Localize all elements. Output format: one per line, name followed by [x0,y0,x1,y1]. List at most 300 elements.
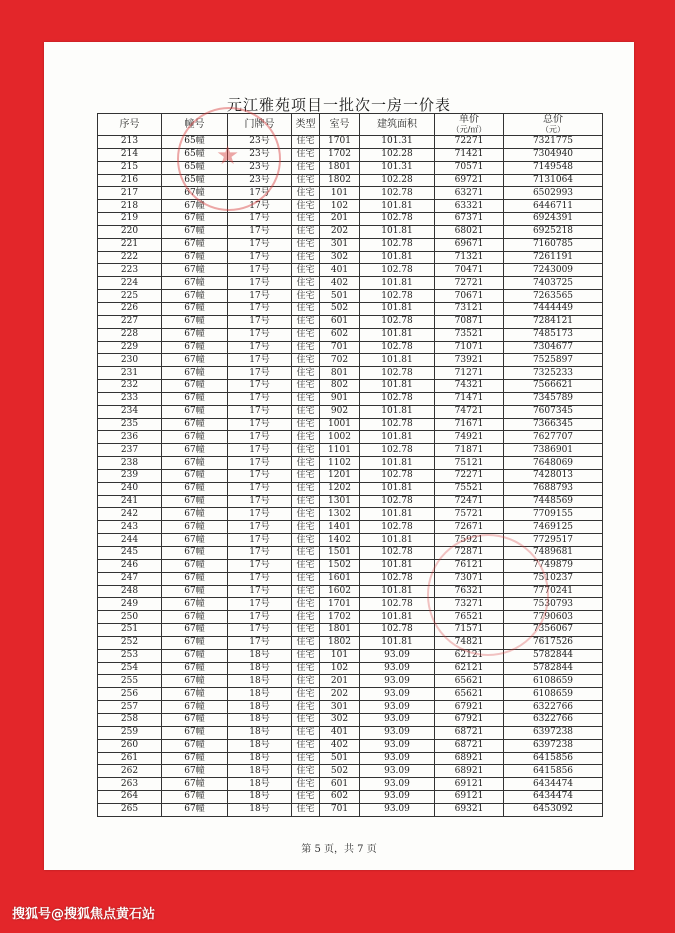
table-row [98,534,603,547]
cell-serial: 225 [98,290,162,303]
cell-door-number: 17号 [228,405,292,418]
cell-type: 住宅 [292,367,320,380]
cell-total-price: 7485173 [504,328,603,341]
cell-type: 住宅 [292,290,320,303]
cell-unit-price: 62121 [435,662,504,675]
table-row [98,225,603,238]
cell-building: 67幢 [162,418,228,431]
cell-area: 102.78 [360,495,435,508]
cell-building: 67幢 [162,547,228,560]
cell-type: 住宅 [292,534,320,547]
cell-door-number: 17号 [228,521,292,534]
cell-type: 住宅 [292,225,320,238]
cell-building: 67幢 [162,534,228,547]
document-title: 元江雅苑项目一批次一房一价表 [226,96,451,114]
cell-serial: 233 [98,392,162,405]
cell-total-price: 7261191 [504,251,603,264]
cell-room: 502 [320,765,360,778]
cell-unit-price: 71471 [435,392,504,405]
cell-door-number: 18号 [228,688,292,701]
cell-unit-price: 70871 [435,315,504,328]
cell-total-price: 6925218 [504,225,603,238]
cell-unit-price: 67921 [435,713,504,726]
page-number: 第 5 页，共 7 页 [301,844,377,855]
cell-total-price: 6453092 [504,803,603,816]
cell-area: 101.81 [360,277,435,290]
cell-door-number: 17号 [228,585,292,598]
cell-type: 住宅 [292,187,320,200]
cell-total-price: 5782844 [504,662,603,675]
cell-room: 601 [320,778,360,791]
header-unit-price: 单价 （元/㎡） [435,114,504,136]
cell-total-price: 7688793 [504,482,603,495]
cell-building: 67幢 [162,251,228,264]
table-row [98,418,603,431]
source-watermark: 搜狐号@搜狐焦点黄石站 [12,907,156,922]
table-row [98,380,603,393]
cell-door-number: 17号 [228,341,292,354]
cell-building: 67幢 [162,380,228,393]
cell-unit-price: 70671 [435,290,504,303]
cell-unit-price: 72271 [435,136,504,149]
cell-area: 93.09 [360,791,435,804]
cell-type: 住宅 [292,341,320,354]
cell-unit-price: 72871 [435,547,504,560]
cell-building: 67幢 [162,341,228,354]
cell-room: 602 [320,791,360,804]
cell-serial: 228 [98,328,162,341]
cell-total-price: 5782844 [504,649,603,662]
cell-room: 302 [320,251,360,264]
cell-type: 住宅 [292,251,320,264]
cell-building: 67幢 [162,431,228,444]
cell-unit-price: 67371 [435,213,504,226]
cell-total-price: 7403725 [504,277,603,290]
cell-type: 住宅 [292,482,320,495]
cell-building: 67幢 [162,213,228,226]
table-row [98,302,603,315]
cell-serial: 248 [98,585,162,598]
table-row [98,148,603,161]
cell-building: 67幢 [162,482,228,495]
cell-serial: 229 [98,341,162,354]
cell-total-price: 7131064 [504,174,603,187]
header-serial: 序号 [98,114,162,136]
cell-building: 67幢 [162,803,228,816]
header-building: 幢号 [162,114,228,136]
cell-total-price: 6415856 [504,765,603,778]
cell-serial: 230 [98,354,162,367]
cell-unit-price: 74321 [435,380,504,393]
cell-serial: 232 [98,380,162,393]
cell-door-number: 17号 [228,354,292,367]
cell-serial: 262 [98,765,162,778]
cell-door-number: 18号 [228,649,292,662]
cell-room: 701 [320,341,360,354]
cell-total-price: 6434474 [504,778,603,791]
cell-type: 住宅 [292,495,320,508]
table-row [98,701,603,714]
cell-room: 1602 [320,585,360,598]
cell-total-price: 6397238 [504,726,603,739]
cell-door-number: 17号 [228,572,292,585]
cell-room: 1702 [320,148,360,161]
cell-total-price: 6108659 [504,688,603,701]
header-door-number: 门牌号 [228,114,292,136]
cell-building: 67幢 [162,649,228,662]
table-row [98,585,603,598]
cell-total-price: 7627707 [504,431,603,444]
cell-unit-price: 73071 [435,572,504,585]
total-price-unit: （元） [541,124,565,134]
cell-serial: 253 [98,649,162,662]
cell-area: 93.09 [360,713,435,726]
cell-serial: 213 [98,136,162,149]
cell-building: 67幢 [162,225,228,238]
cell-room: 1202 [320,482,360,495]
cell-area: 102.78 [360,521,435,534]
cell-room: 401 [320,264,360,277]
cell-total-price: 7729517 [504,534,603,547]
cell-door-number: 17号 [228,534,292,547]
cell-door-number: 17号 [228,392,292,405]
cell-serial: 257 [98,701,162,714]
cell-unit-price: 73521 [435,328,504,341]
cell-area: 101.81 [360,225,435,238]
cell-room: 502 [320,302,360,315]
cell-unit-price: 69121 [435,791,504,804]
cell-total-price: 7428013 [504,469,603,482]
cell-door-number: 23号 [228,174,292,187]
cell-total-price: 7770241 [504,585,603,598]
cell-serial: 215 [98,161,162,174]
cell-total-price: 7263565 [504,290,603,303]
cell-total-price: 6415856 [504,752,603,765]
cell-total-price: 7304940 [504,148,603,161]
cell-room: 1601 [320,572,360,585]
cell-room: 602 [320,328,360,341]
cell-room: 202 [320,688,360,701]
cell-serial: 241 [98,495,162,508]
table-row [98,482,603,495]
cell-area: 101.81 [360,302,435,315]
cell-serial: 260 [98,739,162,752]
cell-room: 501 [320,290,360,303]
table-row [98,251,603,264]
cell-room: 401 [320,726,360,739]
cell-room: 1401 [320,521,360,534]
cell-serial: 244 [98,534,162,547]
cell-total-price: 7386901 [504,444,603,457]
table-row [98,521,603,534]
cell-type: 住宅 [292,405,320,418]
table-row [98,572,603,585]
cell-room: 702 [320,354,360,367]
cell-unit-price: 69721 [435,174,504,187]
cell-door-number: 17号 [228,559,292,572]
cell-serial: 252 [98,636,162,649]
cell-door-number: 18号 [228,701,292,714]
cell-building: 67幢 [162,328,228,341]
cell-total-price: 7525897 [504,354,603,367]
cell-door-number: 18号 [228,803,292,816]
cell-area: 93.09 [360,662,435,675]
cell-building: 67幢 [162,277,228,290]
cell-area: 93.09 [360,675,435,688]
cell-area: 101.81 [360,431,435,444]
cell-building: 67幢 [162,290,228,303]
table-row [98,431,603,444]
cell-area: 93.09 [360,649,435,662]
cell-room: 1802 [320,636,360,649]
cell-building: 67幢 [162,778,228,791]
cell-building: 67幢 [162,675,228,688]
cell-door-number: 18号 [228,739,292,752]
cell-type: 住宅 [292,675,320,688]
cell-room: 102 [320,662,360,675]
table-row [98,688,603,701]
price-table [97,113,603,817]
table-row [98,803,603,816]
cell-serial: 235 [98,418,162,431]
cell-serial: 226 [98,302,162,315]
cell-area: 101.81 [360,611,435,624]
cell-type: 住宅 [292,392,320,405]
table-row [98,547,603,560]
cell-area: 101.81 [360,200,435,213]
cell-unit-price: 75921 [435,534,504,547]
cell-area: 101.81 [360,534,435,547]
cell-door-number: 17号 [228,264,292,277]
cell-door-number: 17号 [228,624,292,637]
table-row [98,726,603,739]
cell-total-price: 7617526 [504,636,603,649]
cell-unit-price: 69121 [435,778,504,791]
cell-type: 住宅 [292,547,320,560]
cell-type: 住宅 [292,444,320,457]
cell-type: 住宅 [292,354,320,367]
cell-room: 701 [320,803,360,816]
cell-building: 67幢 [162,662,228,675]
cell-unit-price: 72271 [435,469,504,482]
cell-unit-price: 71071 [435,341,504,354]
cell-unit-price: 70571 [435,161,504,174]
cell-unit-price: 68921 [435,752,504,765]
cell-unit-price: 76521 [435,611,504,624]
cell-building: 67幢 [162,726,228,739]
table-row [98,662,603,675]
cell-unit-price: 75121 [435,457,504,470]
cell-type: 住宅 [292,559,320,572]
cell-unit-price: 62121 [435,649,504,662]
table-row [98,174,603,187]
table-row [98,354,603,367]
cell-area: 93.09 [360,778,435,791]
cell-type: 住宅 [292,200,320,213]
cell-total-price: 7366345 [504,418,603,431]
cell-area: 101.81 [360,585,435,598]
cell-area: 102.78 [360,418,435,431]
table-row [98,290,603,303]
table-row [98,444,603,457]
cell-door-number: 18号 [228,662,292,675]
cell-unit-price: 68921 [435,765,504,778]
table-row [98,238,603,251]
cell-room: 1002 [320,431,360,444]
cell-type: 住宅 [292,161,320,174]
cell-door-number: 17号 [228,213,292,226]
cell-building: 67幢 [162,444,228,457]
cell-type: 住宅 [292,418,320,431]
cell-door-number: 17号 [228,367,292,380]
cell-type: 住宅 [292,726,320,739]
cell-serial: 265 [98,803,162,816]
cell-door-number: 23号 [228,136,292,149]
cell-building: 67幢 [162,585,228,598]
cell-door-number: 17号 [228,457,292,470]
table-row [98,213,603,226]
table-row [98,611,603,624]
cell-room: 201 [320,213,360,226]
table-row [98,457,603,470]
cell-unit-price: 70471 [435,264,504,277]
cell-door-number: 17号 [228,598,292,611]
cell-total-price: 7149548 [504,161,603,174]
cell-area: 101.81 [360,636,435,649]
table-row [98,392,603,405]
cell-serial: 220 [98,225,162,238]
cell-unit-price: 72671 [435,521,504,534]
cell-building: 67幢 [162,495,228,508]
cell-building: 67幢 [162,392,228,405]
cell-building: 67幢 [162,367,228,380]
cell-area: 102.28 [360,148,435,161]
cell-type: 住宅 [292,598,320,611]
cell-door-number: 23号 [228,161,292,174]
cell-building: 67幢 [162,508,228,521]
table-row [98,469,603,482]
table-row [98,341,603,354]
cell-area: 102.78 [360,367,435,380]
cell-type: 住宅 [292,174,320,187]
cell-serial: 245 [98,547,162,560]
table-body [98,136,603,817]
cell-door-number: 17号 [228,444,292,457]
cell-door-number: 17号 [228,200,292,213]
cell-area: 101.81 [360,251,435,264]
cell-total-price: 7345789 [504,392,603,405]
cell-serial: 261 [98,752,162,765]
cell-unit-price: 71571 [435,624,504,637]
cell-total-price: 7489681 [504,547,603,560]
cell-unit-price: 67921 [435,701,504,714]
cell-area: 102.78 [360,624,435,637]
cell-building: 67幢 [162,238,228,251]
table-row [98,508,603,521]
cell-total-price: 7160785 [504,238,603,251]
cell-building: 67幢 [162,713,228,726]
cell-building: 67幢 [162,765,228,778]
cell-type: 住宅 [292,803,320,816]
cell-area: 101.81 [360,380,435,393]
cell-unit-price: 68021 [435,225,504,238]
cell-door-number: 17号 [228,431,292,444]
cell-area: 101.81 [360,405,435,418]
cell-area: 102.78 [360,598,435,611]
cell-unit-price: 69321 [435,803,504,816]
cell-total-price: 7566621 [504,380,603,393]
cell-building: 67幢 [162,200,228,213]
cell-room: 202 [320,225,360,238]
cell-total-price: 6108659 [504,675,603,688]
cell-serial: 237 [98,444,162,457]
cell-serial: 259 [98,726,162,739]
cell-door-number: 17号 [228,636,292,649]
cell-door-number: 17号 [228,315,292,328]
cell-unit-price: 71871 [435,444,504,457]
cell-unit-price: 72471 [435,495,504,508]
cell-unit-price: 73121 [435,302,504,315]
cell-area: 101.31 [360,136,435,149]
cell-room: 802 [320,380,360,393]
cell-building: 67幢 [162,302,228,315]
cell-type: 住宅 [292,431,320,444]
cell-room: 1701 [320,136,360,149]
cell-door-number: 17号 [228,418,292,431]
cell-type: 住宅 [292,739,320,752]
cell-area: 101.81 [360,559,435,572]
cell-building: 67幢 [162,457,228,470]
cell-door-number: 17号 [228,508,292,521]
cell-total-price: 6434474 [504,791,603,804]
cell-total-price: 7510237 [504,572,603,585]
table-row [98,187,603,200]
cell-type: 住宅 [292,585,320,598]
table-row [98,328,603,341]
cell-room: 901 [320,392,360,405]
unit-price-unit: （元/㎡） [451,124,487,134]
cell-serial: 231 [98,367,162,380]
cell-type: 住宅 [292,765,320,778]
cell-room: 501 [320,752,360,765]
table-row [98,765,603,778]
cell-type: 住宅 [292,315,320,328]
cell-type: 住宅 [292,136,320,149]
cell-serial: 240 [98,482,162,495]
cell-room: 101 [320,649,360,662]
table-row [98,649,603,662]
cell-room: 801 [320,367,360,380]
cell-room: 1201 [320,469,360,482]
table-row [98,136,603,149]
table-row [98,713,603,726]
cell-door-number: 17号 [228,469,292,482]
cell-area: 93.09 [360,701,435,714]
cell-area: 102.78 [360,444,435,457]
cell-unit-price: 74721 [435,405,504,418]
cell-building: 67幢 [162,521,228,534]
cell-unit-price: 69671 [435,238,504,251]
cell-building: 67幢 [162,405,228,418]
cell-unit-price: 73921 [435,354,504,367]
cell-door-number: 18号 [228,778,292,791]
header-type: 类型 [292,114,320,136]
cell-serial: 222 [98,251,162,264]
cell-serial: 234 [98,405,162,418]
cell-area: 93.09 [360,752,435,765]
cell-serial: 227 [98,315,162,328]
cell-serial: 239 [98,469,162,482]
